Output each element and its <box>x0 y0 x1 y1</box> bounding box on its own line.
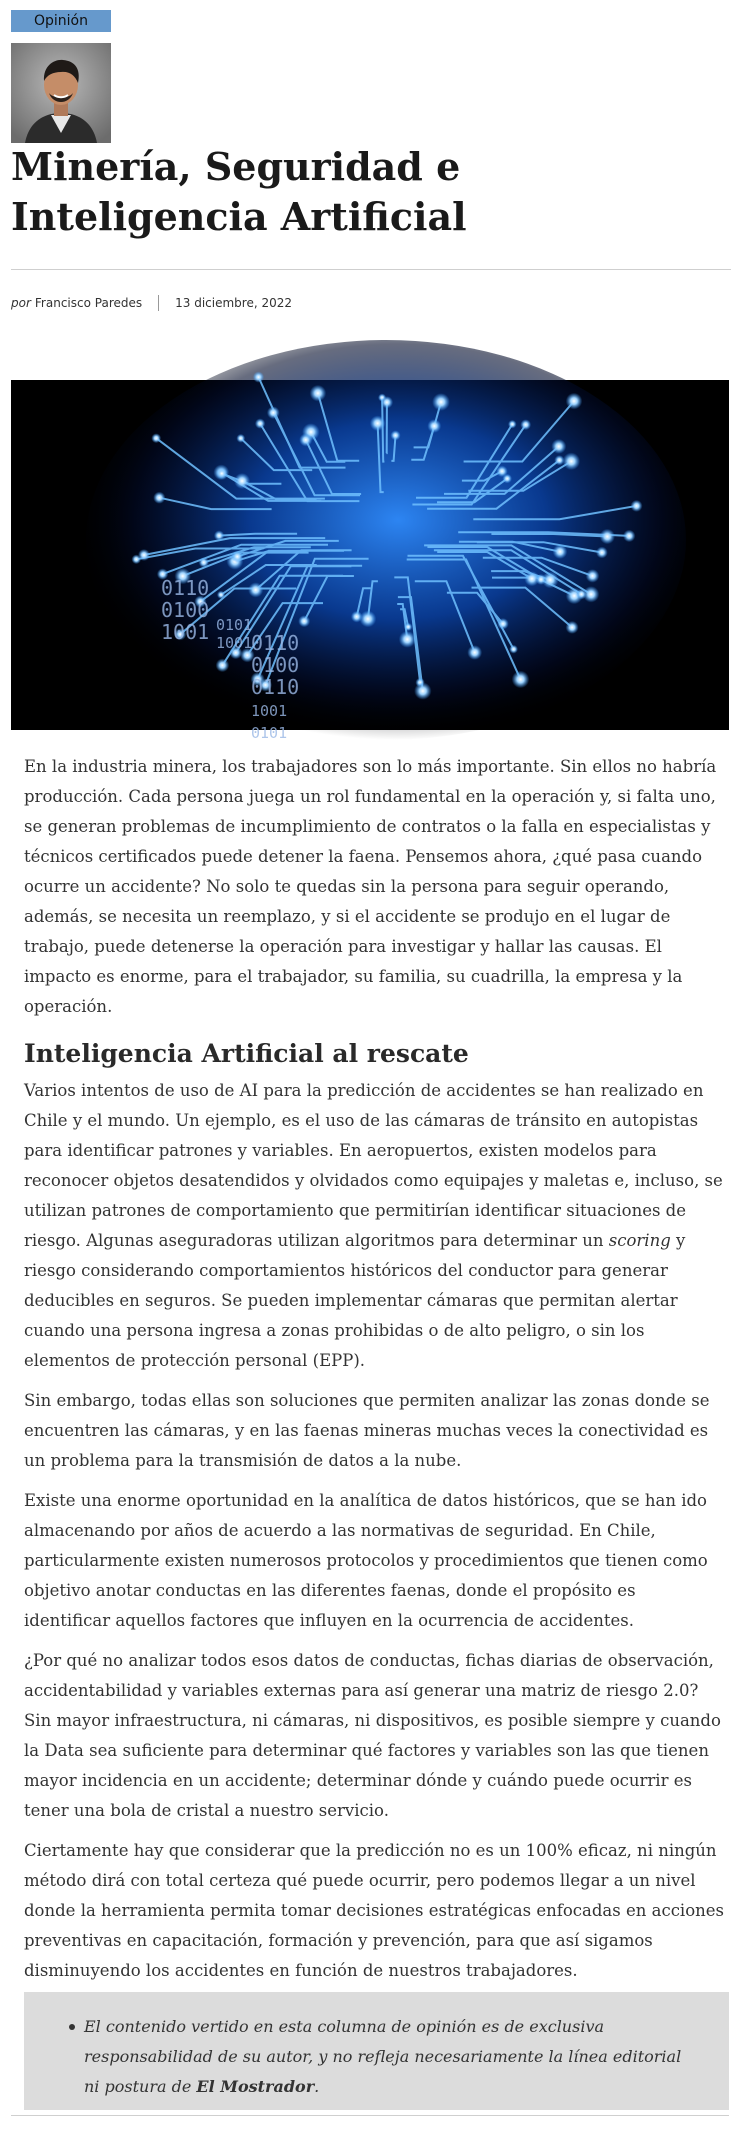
article-body <box>24 752 724 1996</box>
category-badge[interactable]: Opinión <box>11 10 111 32</box>
circuit-node <box>214 530 224 540</box>
circuit-node <box>551 439 566 454</box>
circuit-node <box>151 433 161 443</box>
circuit-node <box>298 615 310 627</box>
circuit-node <box>520 419 531 430</box>
paragraph-historical-data: Existe una enorme oportunidad en la analítica de datos históricos, que se han ido almacenando por años de acuerdo a las normativas de seguridad. En Chile, particularmente existen numerosos protocolos y procedimientos que tienen como objetivo anotar conductas en las diferentes faenas, donde el propósito es identificar aquellos factores que influyen en la ocurrencia de accidentes. <box>24 1491 708 1630</box>
circuit-node <box>497 618 509 630</box>
circuit-node <box>231 551 243 563</box>
circuit-node <box>586 569 600 583</box>
circuit-node <box>553 544 568 559</box>
circuit-node <box>631 500 643 512</box>
circuit-node <box>600 529 615 544</box>
binary-digits: 0100 <box>161 598 210 622</box>
circuit-node <box>576 589 587 600</box>
paragraph-ai-uses <box>24 1076 724 1376</box>
circuit-node <box>512 671 530 689</box>
binary-digits: 0110 <box>251 631 300 655</box>
circuit-node <box>199 557 209 567</box>
binary-digits: 1001 <box>251 702 288 720</box>
section-heading: Inteligencia Artificial al rescate <box>24 1039 469 1068</box>
circuit-node <box>360 611 377 628</box>
circuit-node <box>414 682 431 699</box>
circuit-node <box>566 393 583 410</box>
publish-date: 13 diciembre, 2022 <box>175 296 293 310</box>
bottom-divider <box>11 2115 729 2116</box>
circuit-node <box>299 433 312 446</box>
circuit-node <box>132 555 142 565</box>
circuit-node <box>248 582 263 597</box>
circuit-node <box>381 396 393 408</box>
byline-prefix: por <box>11 296 31 310</box>
byline <box>11 295 292 311</box>
circuit-node <box>623 530 635 542</box>
disclaimer-text: El contenido vertido en esta columna de opinión es de exclusiva responsabilidad de su autor, y no refleja necesariamente la línea editorial ni postura de <box>84 2017 682 2096</box>
circuit-node <box>217 591 225 599</box>
circuit-node <box>508 420 517 429</box>
circuit-node <box>432 393 450 411</box>
circuit-node <box>596 547 608 559</box>
circuit-node <box>427 419 441 433</box>
binary-digits: 1001 <box>216 634 253 652</box>
circuit-node <box>216 468 228 480</box>
disclaimer-box <box>24 1992 729 2110</box>
hero-image <box>11 380 729 742</box>
circuit-node <box>267 406 280 419</box>
disclaimer-end: . <box>314 2077 320 2096</box>
disclaimer-item <box>84 2012 684 2102</box>
circuit-node <box>236 434 245 443</box>
circuit-node <box>153 492 165 504</box>
circuit-node <box>310 385 327 402</box>
paragraph-risk-matrix: ¿Por qué no analizar todos esos datos de conductas, fichas diarias de observación, accidentabilidad y variables externas para así generar una matriz de riesgo 2.0? Sin mayor infraestructura, ni cámaras, ni dispositivos, es posible siempre y cuando la Data sea suficiente para determinar qué factores y variables son las que tienen mayor incidencia en un accidente; determinar dónde y cuándo puede ocurrir es tener una bola de cristal a nuestro servicio. <box>24 1651 721 1820</box>
disclaimer-brand: El Mostrador <box>196 2077 315 2096</box>
p2-text-after: y riesgo considerando comportamientos históricos del conductor para generar deducibles en seguros. Se pueden implementar cámaras que permitan alertar cuando una persona ingresa a zonas prohibidas o de alto peligro, o sin los elementos de protección personal (EPP). <box>24 1231 686 1370</box>
binary-digits: 0101 <box>216 616 253 634</box>
circuit-node <box>234 473 250 489</box>
binary-digits: 0110 <box>251 675 300 699</box>
circuit-trace <box>386 402 387 453</box>
circuit-node <box>524 571 539 586</box>
author-link[interactable]: Francisco Paredes <box>34 296 143 310</box>
circuit-node <box>467 645 482 660</box>
title-divider <box>11 269 731 270</box>
binary-digits: 0101 <box>251 724 288 742</box>
circuit-node <box>216 659 230 673</box>
byline-separator <box>158 295 159 311</box>
paragraph-intro: En la industria minera, los trabajadores son lo más importante. Sin ellos no habría producción. Cada persona juega un rol fundamental en la operación y, si falta uno, se generan problemas de incumplimiento de contratos o la falla en especialistas y técnicos certificados puede detener la faena. Pensemos ahora, ¿qué pasa cuando ocurre un accidente? No solo te quedas sin la persona para seguir operando, además, se necesita un reemplazo, y si el accidente se produjo en el lugar de trabajo, puede detenerse la operación para investigar y hallar las causas. El impacto es enorme, para el trabajador, su familia, su cuadrilla, la empresa y la operación. <box>24 757 717 1016</box>
circuit-node <box>255 418 265 428</box>
circuit-node <box>390 430 400 440</box>
circuit-node <box>509 645 518 654</box>
circuit-node <box>563 453 581 471</box>
paragraph-connectivity: Sin embargo, todas ellas son soluciones que permiten analizar las zonas donde se encuentren las cámaras, y en las faenas mineras muchas veces la conectividad es un problema para la transmisión de datos a la nube. <box>24 1391 710 1470</box>
bullet-icon <box>69 2024 75 2030</box>
circuit-node <box>399 631 416 648</box>
author-avatar <box>11 43 111 143</box>
circuit-node <box>253 372 264 383</box>
binary-digits: 0110 <box>161 576 210 600</box>
p2-text-before: Varios intentos de uso de AI para la predicción de accidentes se han realizado en Chile y el mundo. Un ejemplo, es el uso de las cámaras de tránsito en autopistas para identificar patrones y variables. En aeropuertos, existen modelos para reconocer objetos desatendidos y olvidados como equipajes y maletas e, incluso, se utilizan patrones de comportamiento que permitirían identificar situaciones de riesgo. Algunas aseguradoras utilizan algoritmos para determinar un <box>24 1081 723 1250</box>
author-photo-icon <box>11 43 111 143</box>
p2-emphasis: scoring <box>608 1231 671 1250</box>
binary-digits: 0100 <box>251 653 300 677</box>
article-title: Minería, Seguridad e Inteligencia Artificial <box>11 144 467 239</box>
circuit-node <box>370 416 386 432</box>
paragraph-conclusion: Ciertamente hay que considerar que la predicción no es un 100% eficaz, ni ningún método dirá con total certeza qué puede ocurrir, pero podemos llegar a un nivel donde la herramienta permita tomar decisiones estratégicas enfocadas en acciones preventivas en capacitación, formación y prevención, para que así sigamos disminuyendo los accidentes en función de nuestros trabajadores. <box>24 1841 725 1980</box>
circuit-brain-image <box>11 380 729 742</box>
circuit-node <box>566 621 579 634</box>
binary-digits: 1001 <box>161 620 210 644</box>
circuit-node <box>496 466 508 478</box>
circuit-node <box>554 455 564 465</box>
circuit-node <box>404 623 412 631</box>
